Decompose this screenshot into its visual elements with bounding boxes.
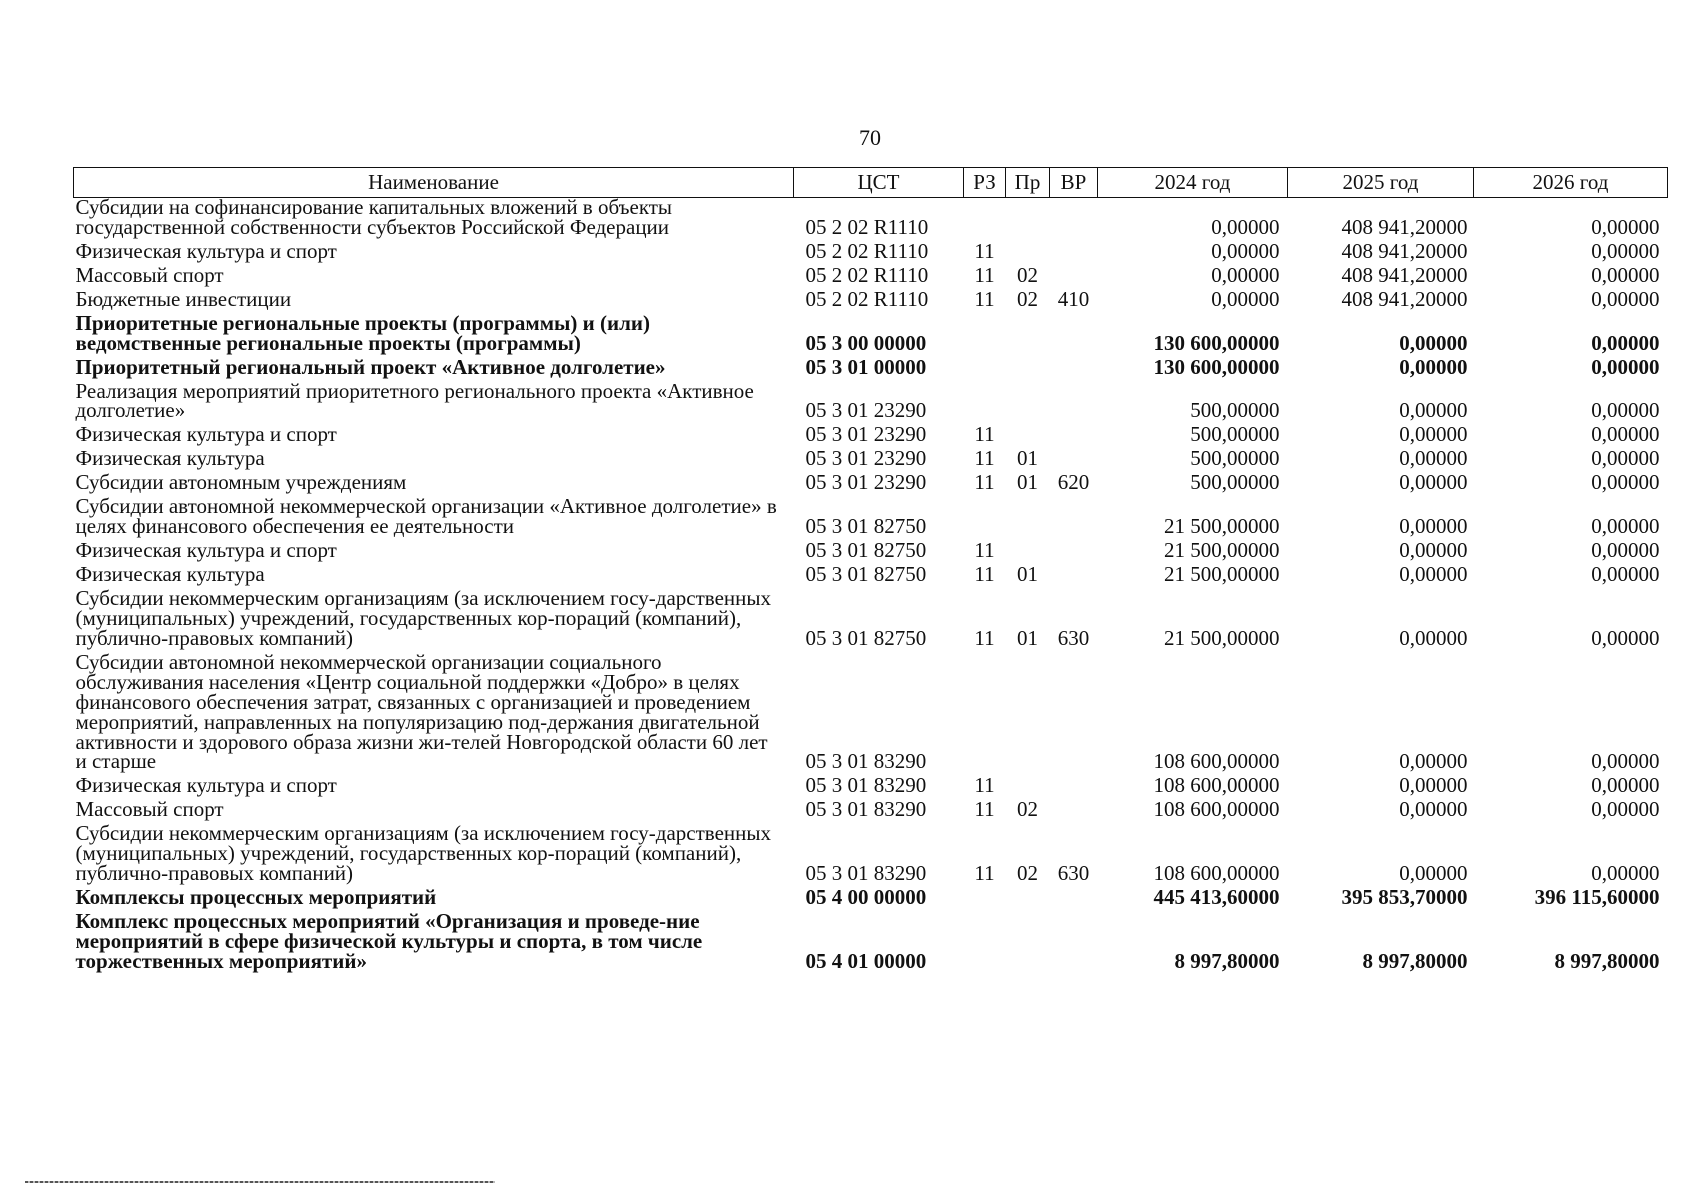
row-2025: 0,00000 bbox=[1399, 538, 1468, 563]
row-2026: 0,00000 bbox=[1591, 625, 1660, 650]
row-2025: 0,00000 bbox=[1399, 514, 1468, 539]
row-rz bbox=[964, 653, 1006, 777]
row-2024: 500,00000 bbox=[1190, 446, 1280, 471]
row-pr: 01 bbox=[1017, 470, 1038, 495]
row-vr bbox=[1050, 912, 1098, 976]
row-rz: 11 bbox=[974, 773, 995, 798]
row-name: Физическая культура bbox=[75, 562, 265, 586]
row-vr: 620 bbox=[1057, 470, 1090, 495]
table-row bbox=[74, 358, 1668, 382]
row-2026: 0,00000 bbox=[1591, 214, 1660, 239]
row-cst: 05 2 02 R1110 bbox=[805, 262, 929, 287]
row-name: Физическая культура и спорт bbox=[75, 422, 337, 447]
row-2024: 0,00000 bbox=[1211, 214, 1280, 239]
budget-table bbox=[73, 167, 1668, 976]
row-2026: 0,00000 bbox=[1591, 354, 1660, 379]
row-vr bbox=[1050, 242, 1098, 266]
row-2024: 500,00000 bbox=[1190, 470, 1280, 495]
row-name: Приоритетные региональные проекты (программы) и (или) ведомственные региональные проекты (программы) bbox=[75, 310, 650, 355]
row-name: Субсидии некоммерческим организациям (за исключением госу-дарственных (муниципальных) учреждений, государственных кор-пораций (компаний), публично-правовых компаний) bbox=[75, 821, 772, 886]
row-vr: 630 bbox=[1057, 861, 1090, 886]
row-2026: 0,00000 bbox=[1591, 749, 1660, 774]
row-vr bbox=[1050, 314, 1098, 358]
row-2026: 0,00000 bbox=[1591, 286, 1660, 311]
row-cst: 05 3 00 00000 bbox=[805, 330, 927, 355]
row-2024: 500,00000 bbox=[1190, 398, 1280, 423]
row-cst: 05 3 01 23290 bbox=[805, 422, 927, 447]
row-name: Физическая культура bbox=[75, 446, 265, 471]
row-pr: 02 bbox=[1017, 861, 1038, 886]
row-2024: 108 600,00000 bbox=[1153, 797, 1280, 822]
row-name: Комплексы процессных мероприятий bbox=[75, 885, 437, 910]
row-name: Субсидии некоммерческим организациям (за исключением госу-дарственных (муниципальных) учреждений, государственных кор-пораций (компаний), публично-правовых компаний) bbox=[75, 585, 772, 650]
table-row bbox=[74, 382, 1668, 426]
row-name: Массовый спорт bbox=[75, 797, 224, 822]
table-row bbox=[74, 912, 1668, 976]
row-cst: 05 2 02 R1110 bbox=[805, 238, 929, 263]
row-rz bbox=[964, 314, 1006, 358]
row-rz bbox=[964, 888, 1006, 912]
header-cst: ЦСТ bbox=[794, 168, 964, 198]
row-2024: 108 600,00000 bbox=[1153, 861, 1280, 886]
row-pr: 01 bbox=[1017, 625, 1038, 650]
row-cst: 05 3 01 23290 bbox=[805, 398, 927, 423]
row-rz bbox=[964, 358, 1006, 382]
row-pr bbox=[1006, 314, 1050, 358]
row-rz bbox=[964, 198, 1006, 242]
row-2026: 0,00000 bbox=[1591, 773, 1660, 798]
row-2025: 0,00000 bbox=[1399, 625, 1468, 650]
row-name: Бюджетные инвестиции bbox=[75, 286, 292, 311]
row-vr: 410 bbox=[1057, 286, 1090, 311]
row-cst: 05 3 01 82750 bbox=[805, 514, 927, 539]
row-name: Реализация мероприятий приоритетного регионального проекта «Активное долголетие» bbox=[75, 378, 754, 423]
row-cst: 05 3 01 82750 bbox=[805, 625, 927, 650]
row-pr bbox=[1006, 382, 1050, 426]
row-name: Массовый спорт bbox=[75, 262, 224, 287]
row-vr: 630 bbox=[1057, 625, 1090, 650]
row-pr: 02 bbox=[1017, 286, 1038, 311]
row-2024: 21 500,00000 bbox=[1164, 538, 1280, 563]
row-2025: 0,00000 bbox=[1399, 398, 1468, 423]
row-cst: 05 4 01 00000 bbox=[805, 948, 927, 973]
row-2026: 0,00000 bbox=[1591, 861, 1660, 886]
row-vr bbox=[1050, 800, 1098, 824]
row-2024: 21 500,00000 bbox=[1164, 514, 1280, 539]
table-row bbox=[74, 824, 1668, 888]
row-cst: 05 3 01 83290 bbox=[805, 861, 927, 886]
row-rz: 11 bbox=[974, 238, 995, 263]
row-2025: 0,00000 bbox=[1399, 354, 1468, 379]
row-rz: 11 bbox=[974, 625, 995, 650]
row-rz: 11 bbox=[974, 446, 995, 471]
footer-rule bbox=[25, 1181, 495, 1183]
row-2026: 0,00000 bbox=[1591, 514, 1660, 539]
row-2026: 0,00000 bbox=[1591, 238, 1660, 263]
row-2026: 0,00000 bbox=[1591, 422, 1660, 447]
row-pr: 02 bbox=[1017, 797, 1038, 822]
row-2024: 0,00000 bbox=[1211, 286, 1280, 311]
table-row bbox=[74, 314, 1668, 358]
row-2026: 396 115,60000 bbox=[1534, 885, 1660, 910]
row-2025: 0,00000 bbox=[1399, 797, 1468, 822]
row-2026: 0,00000 bbox=[1591, 398, 1660, 423]
row-vr bbox=[1050, 565, 1098, 589]
row-vr bbox=[1050, 888, 1098, 912]
page-number: 70 bbox=[859, 125, 881, 150]
header-2026: 2026 год bbox=[1474, 168, 1668, 198]
row-2024: 130 600,00000 bbox=[1153, 330, 1280, 355]
header-name: Наименование bbox=[74, 168, 794, 198]
row-2025: 0,00000 bbox=[1399, 330, 1468, 355]
row-2024: 0,00000 bbox=[1211, 262, 1280, 287]
row-rz: 11 bbox=[974, 470, 995, 495]
row-rz: 11 bbox=[974, 262, 995, 287]
row-pr: 01 bbox=[1017, 562, 1038, 586]
table-body bbox=[74, 195, 1668, 976]
row-2024: 445 413,60000 bbox=[1153, 885, 1280, 910]
row-2024: 21 500,00000 bbox=[1164, 562, 1280, 586]
row-name: Комплекс процессных мероприятий «Организация и проведе-ние мероприятий в сфере физической культуры и спорта, в том числе торжественных мероприятий» bbox=[75, 909, 703, 973]
row-2024: 130 600,00000 bbox=[1153, 354, 1280, 379]
row-2025: 0,00000 bbox=[1399, 422, 1468, 447]
row-2025: 0,00000 bbox=[1399, 446, 1468, 471]
row-pr: 01 bbox=[1017, 446, 1038, 471]
row-2024: 8 997,80000 bbox=[1174, 948, 1280, 973]
row-cst: 05 2 02 R1110 bbox=[805, 286, 929, 311]
row-vr bbox=[1050, 382, 1098, 426]
row-2024: 0,00000 bbox=[1211, 238, 1280, 263]
header-2024: 2024 год bbox=[1098, 168, 1288, 198]
row-cst: 05 3 01 82750 bbox=[805, 562, 927, 586]
row-vr bbox=[1050, 541, 1098, 565]
row-name: Физическая культура и спорт bbox=[75, 773, 337, 798]
row-2026: 0,00000 bbox=[1591, 262, 1660, 287]
header-pr: Пр bbox=[1006, 168, 1050, 198]
row-2025: 408 941,20000 bbox=[1341, 262, 1468, 287]
row-pr bbox=[1006, 912, 1050, 976]
row-2025: 8 997,80000 bbox=[1362, 948, 1468, 973]
row-name: Физическая культура и спорт bbox=[75, 238, 337, 263]
row-pr bbox=[1006, 653, 1050, 777]
row-rz: 11 bbox=[974, 286, 995, 311]
row-rz: 11 bbox=[974, 538, 995, 563]
row-cst: 05 3 01 82750 bbox=[805, 538, 927, 563]
row-rz: 11 bbox=[974, 861, 995, 886]
row-pr bbox=[1006, 888, 1050, 912]
row-2026: 0,00000 bbox=[1591, 797, 1660, 822]
row-pr: 02 bbox=[1017, 262, 1038, 287]
row-name: Субсидии автономным учреждениям bbox=[75, 470, 407, 495]
row-2025: 408 941,20000 bbox=[1341, 238, 1468, 263]
row-vr bbox=[1050, 776, 1098, 800]
row-vr bbox=[1050, 198, 1098, 242]
row-cst: 05 2 02 R1110 bbox=[805, 214, 929, 239]
row-cst: 05 3 01 83290 bbox=[805, 797, 927, 822]
row-2025: 408 941,20000 bbox=[1341, 286, 1468, 311]
row-2026: 0,00000 bbox=[1591, 562, 1660, 586]
row-rz bbox=[964, 382, 1006, 426]
row-cst: 05 3 01 00000 bbox=[805, 354, 927, 379]
row-2024: 108 600,00000 bbox=[1153, 773, 1280, 798]
row-rz: 11 bbox=[974, 422, 995, 447]
table-row bbox=[74, 653, 1668, 777]
row-2024: 21 500,00000 bbox=[1164, 625, 1280, 650]
header-vr: ВР bbox=[1050, 168, 1098, 198]
row-vr bbox=[1050, 358, 1098, 382]
row-cst: 05 3 01 23290 bbox=[805, 446, 927, 471]
row-2025: 0,00000 bbox=[1399, 470, 1468, 495]
row-2026: 0,00000 bbox=[1591, 470, 1660, 495]
row-vr bbox=[1050, 653, 1098, 777]
row-rz: 11 bbox=[974, 562, 995, 586]
row-pr bbox=[1006, 358, 1050, 382]
row-rz bbox=[964, 912, 1006, 976]
table-row bbox=[74, 497, 1668, 541]
header-2025: 2025 год bbox=[1288, 168, 1474, 198]
row-2026: 0,00000 bbox=[1591, 330, 1660, 355]
row-name: Субсидии на софинансирование капитальных вложений в объекты государственной собственности субъектов Российской Федерации bbox=[75, 195, 673, 239]
row-pr bbox=[1006, 198, 1050, 242]
row-2025: 395 853,70000 bbox=[1341, 885, 1468, 910]
row-2026: 8 997,80000 bbox=[1554, 948, 1660, 973]
row-name: Субсидии автономной некоммерческой организации социального обслуживания населения «Центр социальной поддержки «Добро» в целях финансового обеспечения затрат, связанных с организацией и проведением мероприятий, направленных на популяризацию под-держания двигательной активности и здорового образа жизни жи-телей Новгородской области 60 лет и старше bbox=[75, 649, 768, 774]
row-pr bbox=[1006, 497, 1050, 541]
row-2026: 0,00000 bbox=[1591, 538, 1660, 563]
table-header bbox=[74, 168, 1668, 198]
row-2025: 0,00000 bbox=[1399, 749, 1468, 774]
row-2025: 0,00000 bbox=[1399, 773, 1468, 798]
row-2024: 108 600,00000 bbox=[1153, 749, 1280, 774]
row-2025: 408 941,20000 bbox=[1341, 214, 1468, 239]
row-rz bbox=[964, 497, 1006, 541]
row-rz: 11 bbox=[974, 797, 995, 822]
header-rz: РЗ bbox=[964, 168, 1006, 198]
row-cst: 05 4 00 00000 bbox=[805, 885, 927, 910]
table-row bbox=[74, 589, 1668, 653]
row-2025: 0,00000 bbox=[1399, 562, 1468, 586]
row-cst: 05 3 01 23290 bbox=[805, 470, 927, 495]
row-vr bbox=[1050, 497, 1098, 541]
row-2024: 500,00000 bbox=[1190, 422, 1280, 447]
row-cst: 05 3 01 83290 bbox=[805, 773, 927, 798]
row-name: Физическая культура и спорт bbox=[75, 538, 337, 563]
table-row bbox=[74, 198, 1668, 242]
row-2025: 0,00000 bbox=[1399, 861, 1468, 886]
row-name: Приоритетный региональный проект «Активное долголетие» bbox=[75, 354, 666, 379]
row-vr bbox=[1050, 425, 1098, 449]
row-cst: 05 3 01 83290 bbox=[805, 749, 927, 774]
row-name: Субсидии автономной некоммерческой организации «Активное долголетие» в целях финансового обеспечения ее деятельности bbox=[75, 494, 777, 539]
row-2026: 0,00000 bbox=[1591, 446, 1660, 471]
